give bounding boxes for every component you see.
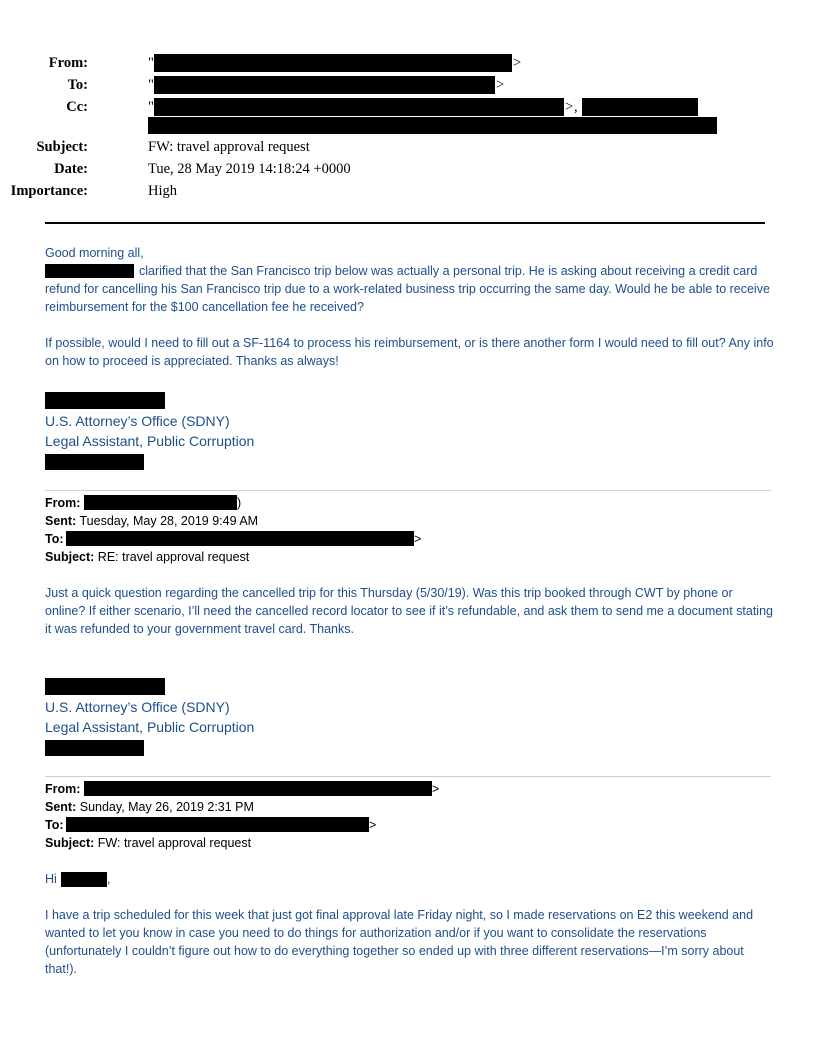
signature-role-2: Legal Assistant, Public Corruption (45, 719, 255, 735)
date-label: Date: (54, 161, 88, 177)
redaction-to (154, 76, 495, 94)
quoted2-to-label: To: (45, 818, 64, 832)
redaction-signature-phone-1 (45, 454, 144, 470)
header-subject-row (0, 136, 760, 158)
header-divider (45, 222, 765, 224)
subject-label: Subject: (36, 139, 88, 155)
cc-label: Cc: (66, 99, 88, 115)
quoted1-body: Just a quick question regarding the cancelled trip for this Thursday (5/30/19). Was this trip booked through CWT by phone or online? If either scenario, I’ll need the cancelled record locator to see if it’s refundable, and ask them to send me a document stating it was refunded to your government travel card. Thanks. (45, 586, 773, 636)
quoted1-from-tail: ) (237, 496, 242, 510)
message-greeting: Good morning all, (45, 246, 144, 260)
quoted2-sent-row: Sent: Sunday, May 26, 2019 2:31 PM (45, 800, 254, 814)
quoted2-body: I have a trip scheduled for this week that just got final approval late Friday night, so I made reservations on E2 this weekend and wanted to let you know in case you need to do things for authorization and/or if you want to consolidate the reservations (unfortunately I couldn’t figure out how to do everything together so ended up with three different reservations—I’m sorry about that!). (45, 908, 754, 976)
quoted1-sent-row: Sent: Tuesday, May 28, 2019 9:49 AM (45, 514, 259, 528)
redaction-quoted2-to (66, 817, 369, 832)
redaction-from (154, 54, 512, 72)
message-paragraph-2: If possible, would I need to fill out a SF-1164 to process his reimbursement, or is there another form I would need to fill out? Any info on how to proceed is appreciated. Thanks as always! (45, 336, 774, 368)
header-date-row (0, 158, 760, 180)
importance-value: High (148, 183, 177, 199)
importance-label: Importance: (10, 183, 88, 199)
header-importance-row (0, 180, 760, 202)
quoted1-to-tail: > (414, 532, 422, 546)
from-label: From: (48, 55, 88, 71)
redaction-cc-1 (154, 98, 564, 116)
redaction-cc-2 (582, 98, 698, 116)
redaction-signature-name-1 (45, 392, 165, 409)
quoted2-greeting-hi: Hi (45, 872, 57, 886)
quoted1-from-label: From: (45, 496, 81, 510)
redaction-quoted2-greeting-name (61, 872, 107, 887)
cc-comma: , (574, 99, 578, 115)
date-value: Tue, 28 May 2019 14:18:24 +0000 (148, 161, 351, 177)
redaction-quoted1-from (84, 495, 237, 510)
cc-close-angle: > (565, 99, 574, 115)
to-label: To: (67, 77, 88, 93)
redaction-quoted1-to (66, 531, 414, 546)
redaction-signature-name-2 (45, 678, 165, 695)
quoted2-from-label: From: (45, 782, 81, 796)
to-open-quote: " (148, 77, 154, 93)
quoted-divider-1 (45, 490, 771, 491)
redaction-quoted2-from (84, 781, 432, 796)
message-paragraph-1: clarified that the San Francisco trip below was actually a personal trip. He is asking about receiving a credit card refund for cancelling his San Francisco trip due to a work-related business trip occurring the same day. Would he be able to receive reimbursement for the $100 cancellation fee he received? (45, 264, 770, 314)
signature-office-2: U.S. Attorney’s Office (SDNY) (45, 699, 230, 715)
quoted2-from-tail: > (432, 782, 440, 796)
quoted2-to-tail: > (369, 818, 377, 832)
subject-value: FW: travel approval request (148, 139, 310, 155)
redaction-cc-3 (148, 117, 717, 134)
signature-office: U.S. Attorney’s Office (SDNY) (45, 413, 230, 429)
quoted2-greeting-comma: , (107, 872, 111, 886)
quoted1-to-label: To: (45, 532, 64, 546)
quoted2-subject-row: Subject: FW: travel approval request (45, 836, 252, 850)
cc-open-quote: " (148, 99, 154, 115)
to-close-angle: > (496, 77, 505, 93)
from-close-angle: > (513, 55, 522, 71)
from-open-quote: " (148, 55, 154, 71)
redaction-signature-phone-2 (45, 740, 144, 756)
signature-role: Legal Assistant, Public Corruption (45, 433, 255, 449)
quoted-divider-2 (45, 776, 771, 777)
quoted1-subject-row: Subject: RE: travel approval request (45, 550, 250, 564)
